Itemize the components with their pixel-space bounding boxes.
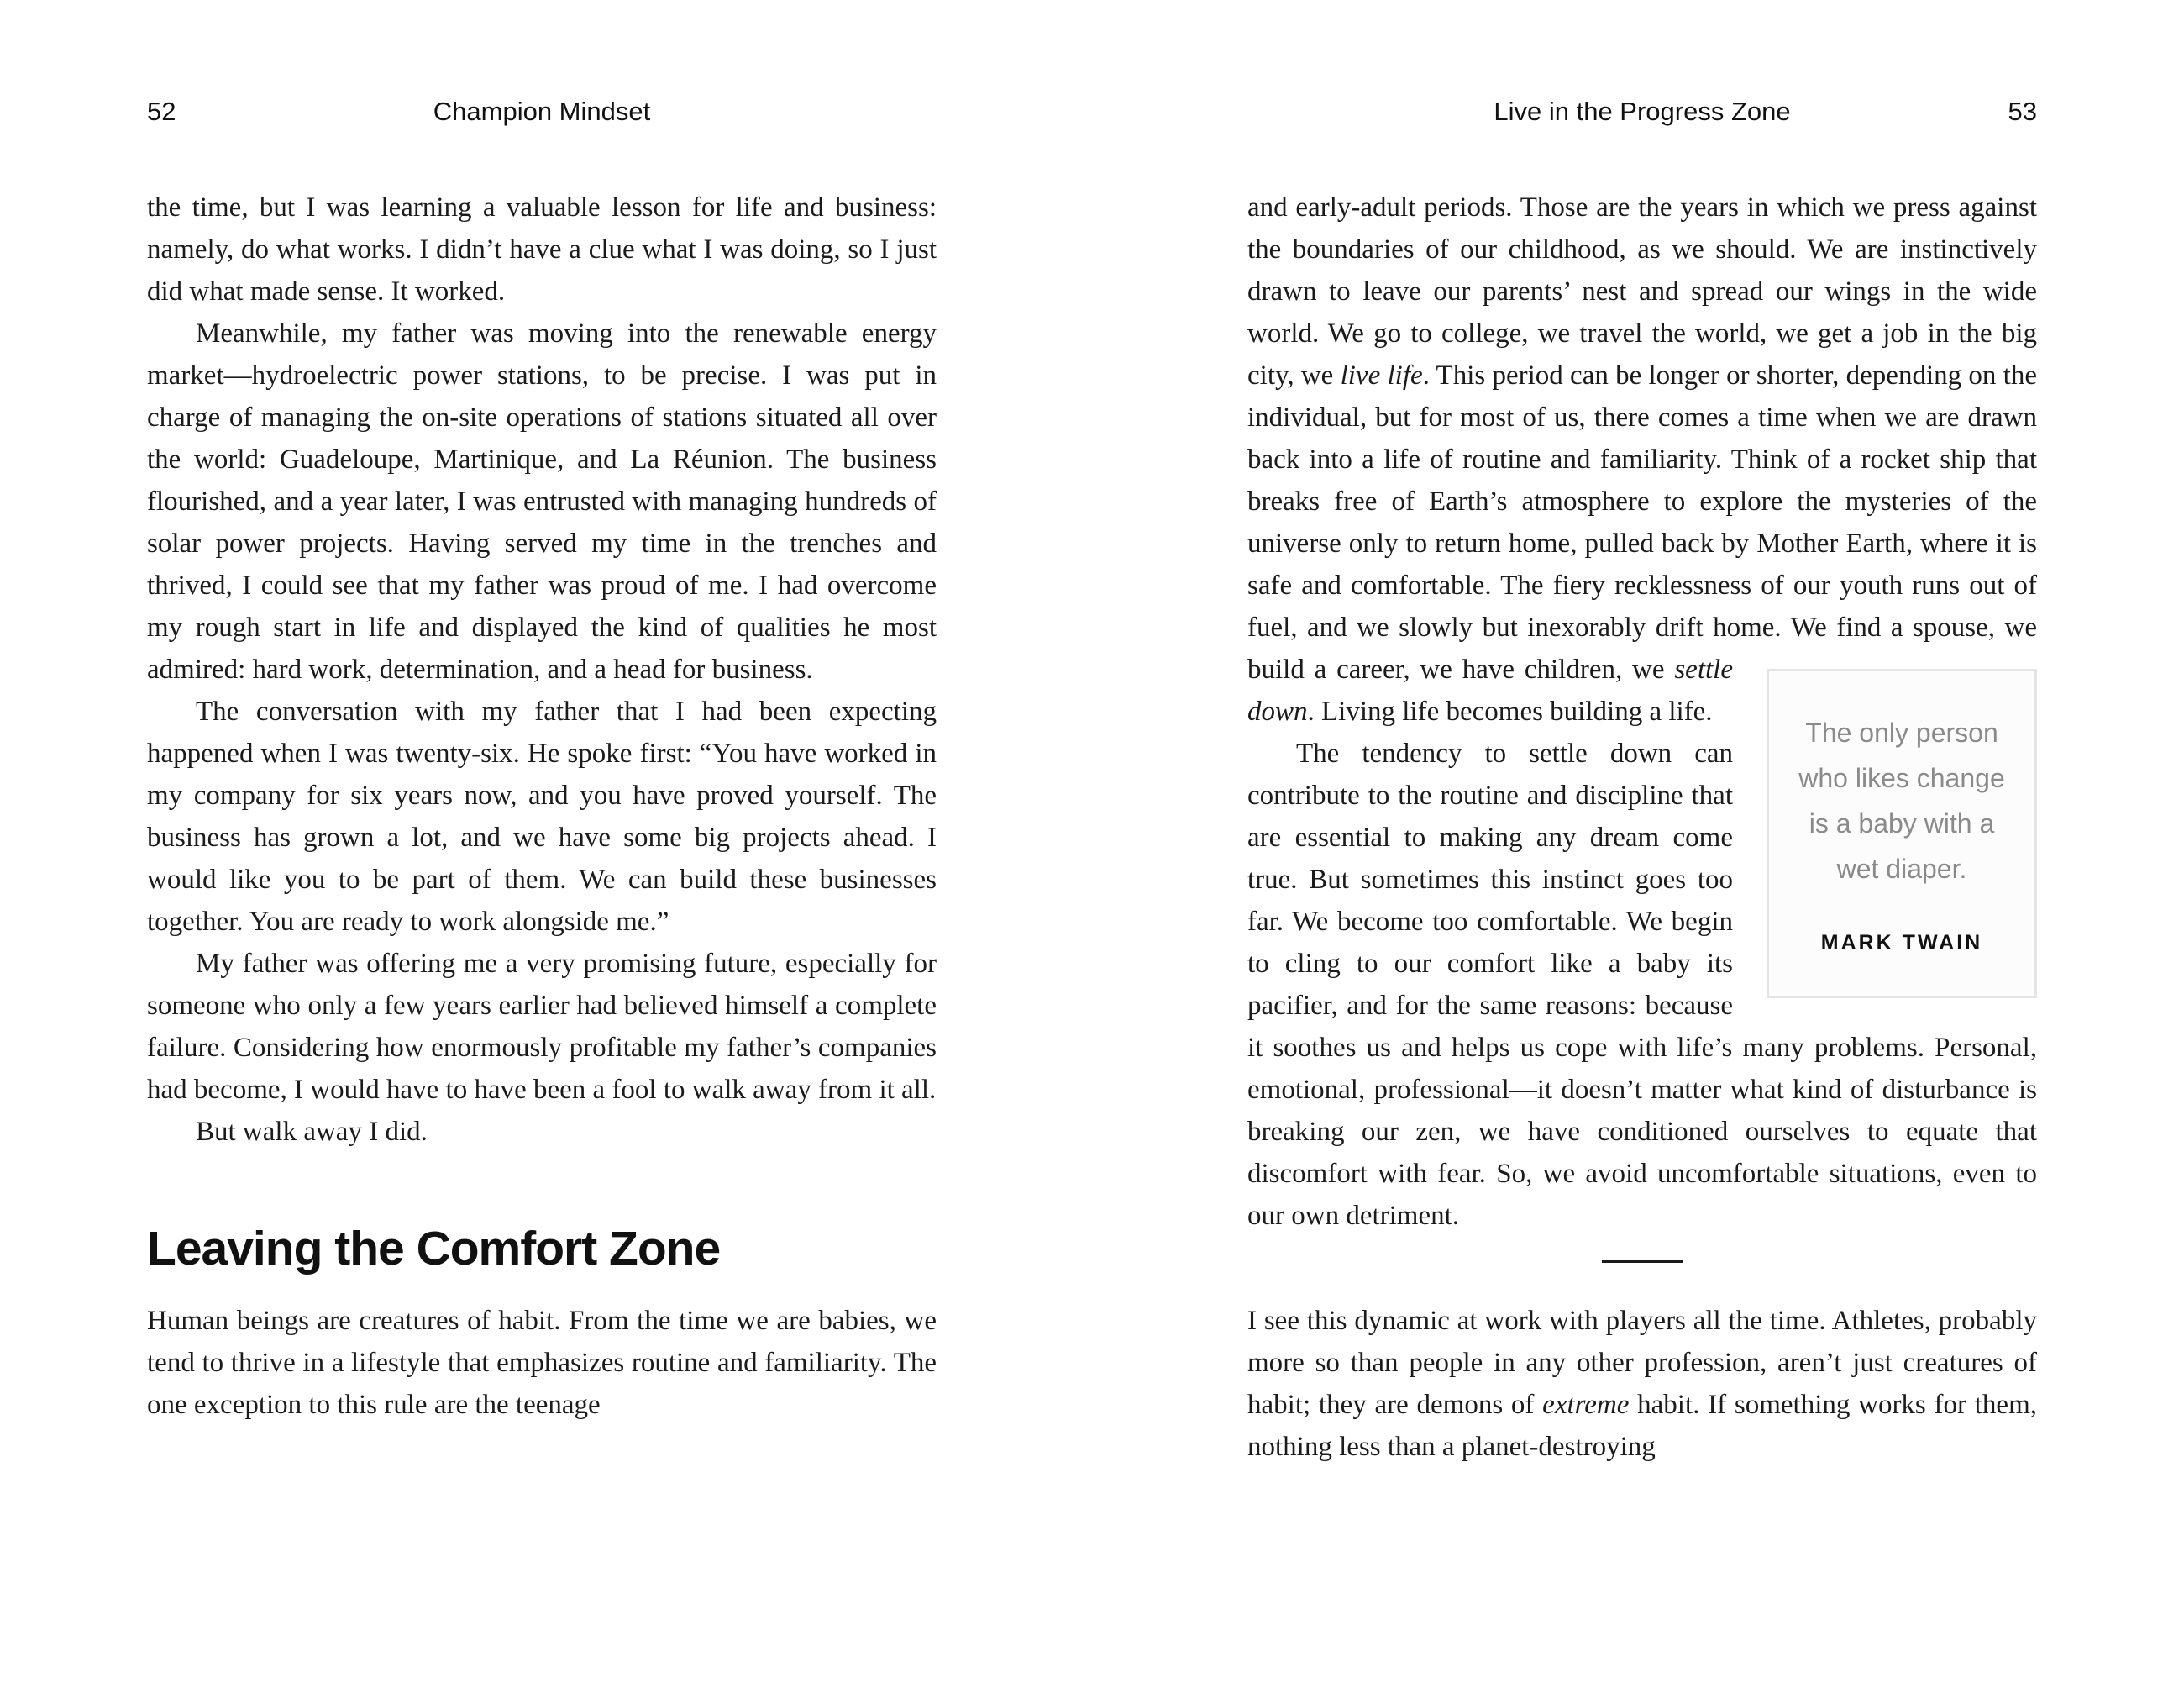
paragraph-tendency: The tendency to settle down can contribute to the routine and discipline that are essential to making any dream come true. But sometimes this instinct goes too far. We become too comfortable. We begin to cling to our comfort like a baby its pacifier, and for the same reasons: because it soothes us and helps us cope with life’s many problems. Personal, emotional, professional—it doesn’t matter what kind of disturbance is breaking our zen, we have conditioned ourselves to equate that discomfort with fear. So, we avoid uncomfortable situations, even to our own detriment. <box>1247 739 2037 1231</box>
paragraph-creatures-of-habit: Human beings are creatures of habit. From the time we are babies, we tend to thrive in a lifestyle that emphasizes routine and familiarity. The one exception to this rule are the teenage <box>147 1306 937 1420</box>
paragraph-segment: spouse, we build a career, we have children, we <box>1247 613 2037 685</box>
paragraph-athletes <box>1247 1300 2037 1468</box>
pull-quote-text: The only person who likes change is a baby with a wet diaper. <box>1798 718 2005 884</box>
italic-live-life: live life <box>1340 360 1423 391</box>
paragraph-segment: I see this dynamic at work with players all the time. Athletes, probably more so than people in any other profession, aren’t just creatures of habit; they are demons of <box>1247 1306 2037 1420</box>
page-right <box>1247 0 2037 1688</box>
paragraph-segment: and early-adult periods. Those are the years in which we press against the boundaries of our childhood, as we should. We are instinctively drawn to leave our parents’ nest and spread our wings in the wide world. We go to college, we travel the world, we get a job in the big city, we <box>1247 192 2037 391</box>
page-number-left: 52 <box>147 97 176 126</box>
section-heading: Leaving the Comfort Zone <box>147 1222 721 1275</box>
paragraph-conversation: The conversation with my father that I had been expecting happened when I was twenty-six. He spoke first: “You have worked in my company for six years now, and you have proved yourself. The business has grown a lot, and we have some big projects ahead. I would like you to be part of them. We can build these businesses together. You are ready to work alongside me.” <box>147 697 937 937</box>
paragraph-walk-away: But walk away I did. <box>196 1117 428 1147</box>
page-body-left <box>147 187 937 1426</box>
italic-settle-down: settle down <box>1247 655 1733 727</box>
page-number-right: 53 <box>2008 97 2037 126</box>
page-left <box>147 0 937 1688</box>
running-head-left <box>147 97 937 131</box>
paragraph-segment: habit. If something works for them, nothing less than a planet-destroying <box>1247 1390 2037 1462</box>
section-divider <box>1602 1260 1683 1263</box>
paragraph-segment: . Living life becomes building a life. <box>1307 697 1713 727</box>
pull-quote-box <box>1767 669 2037 998</box>
paragraph-lesson: the time, but I was learning a valuable lesson for life and business: namely, do what works. I didn’t have a clue what I was doing, so I just did what made sense. It worked. <box>147 192 937 307</box>
paragraph-early-adult <box>1247 187 2037 954</box>
running-head-title-left: Champion Mindset <box>433 97 651 126</box>
paragraph-renewable-energy: Meanwhile, my father was moving into the renewable energy market—hydroelectric power stations, to be precise. I was put in charge of managing the on-site operations of stations situated all over the world: Guadeloupe, Martinique, and La Réunion. The business flourished, and a year later, I was entrusted with managing hundreds of solar power projects. Having served my time in the trenches and thrived, I could see that my father was proud of me. I had overcome my rough start in life and displayed the kind of qualities he most admired: hard work, determination, and a head for business. <box>147 318 937 685</box>
running-head-right <box>1247 97 2037 131</box>
pull-quote-attribution: MARK TWAIN <box>1820 931 1983 954</box>
paragraph-segment: . This period can be longer or shorter, depending on the individual, but for most of us, there comes a time when we are drawn back into a life of routine and familiarity. Think of a rocket ship that breaks free of Earth’s atmosphere to explore the mysteries of the universe only to return home, pulled back by Mother Earth, where it is safe and comfortable. The fiery recklessness of our youth runs out of fuel, and we slowly but inexorably drift home. We find a <box>1247 360 2037 643</box>
italic-extreme: extreme <box>1542 1390 1630 1420</box>
running-head-title-right: Live in the Progress Zone <box>1494 97 1791 126</box>
paragraph-promising-future: My father was offering me a very promising future, especially for someone who only a few years earlier had believed himself a complete failure. Considering how enormously profitable my father’s companies had become, I would have to have been a fool to walk away from it all. <box>147 949 937 1105</box>
page-body-right <box>1247 187 2037 1468</box>
